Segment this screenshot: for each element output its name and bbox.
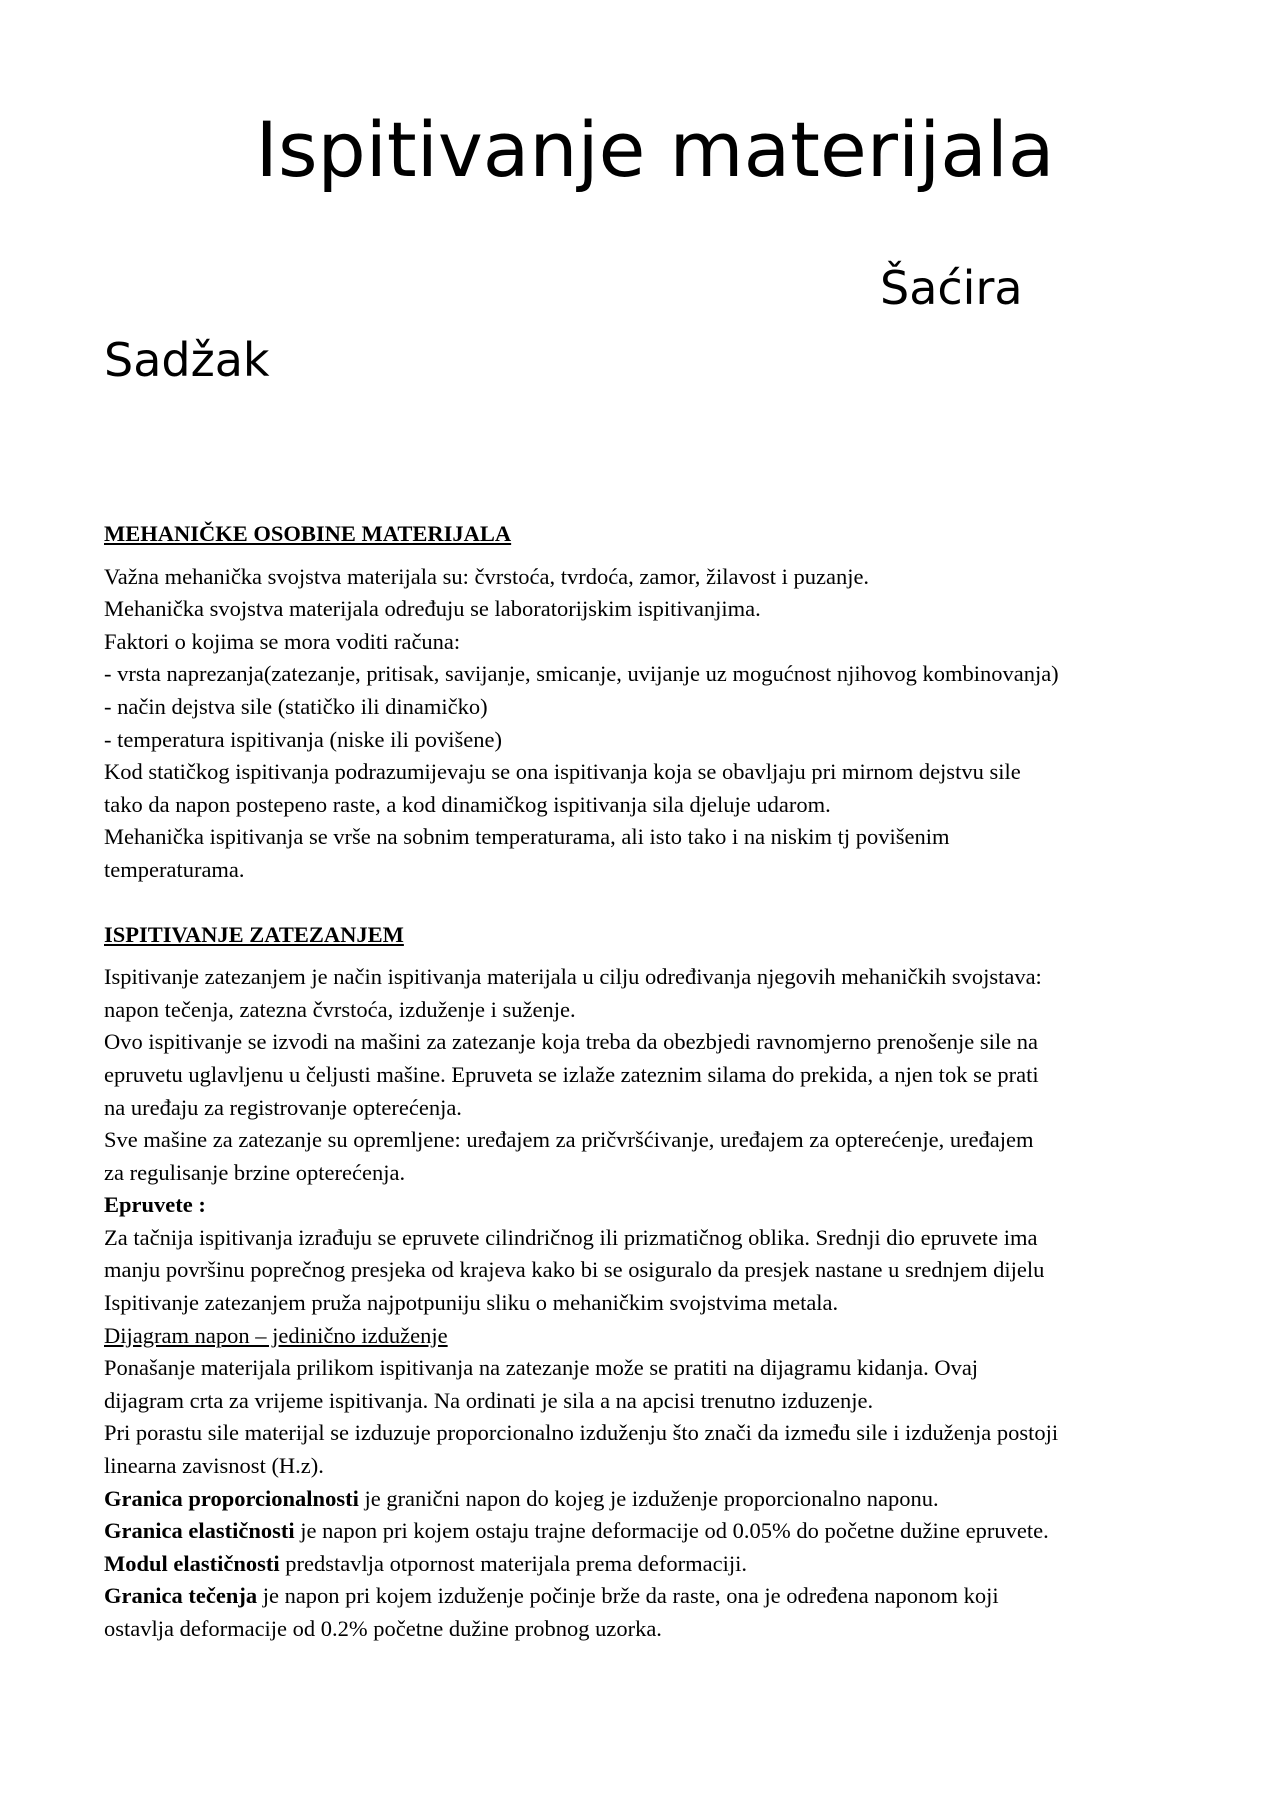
text-line: tako da napon postepeno raste, a kod dinamičkog ispitivanja sila djeluje udarom. <box>104 791 831 817</box>
text-line: Kod statičkog ispitivanja podrazumijevaju se ona ispitivanja koja se obavljaju pri mirnom dejstvu sile <box>104 759 1021 785</box>
section-mechanical-properties-text <box>104 561 1204 887</box>
text-line: epruvetu uglavljenu u čeljusti mašine. Epruveta se izlaže zateznim silama do prekida, a njen tok se prati <box>104 1061 1039 1087</box>
section-heading-mechanical-properties: MEHANIČKE OSOBINE MATERIJALA <box>104 521 512 546</box>
author-last-name: Sadžak <box>104 333 270 387</box>
diagram-subheading: Dijagram napon – jedinično izduženje <box>104 1322 448 1348</box>
text-line: Faktori o kojima se mora voditi računa: <box>104 628 461 654</box>
definition-line <box>104 1483 1204 1516</box>
definition-term: Granica elastičnosti <box>104 1518 295 1544</box>
text-line: Važna mehanička svojstva materijala su: čvrstoća, tvrdoća, zamor, žilavost i puzanje. <box>104 563 870 589</box>
text-line: dijagram crta za vrijeme ispitivanja. Na ordinati je sila a na apcisi trenutno izduzenje. <box>104 1387 874 1413</box>
definition-text: predstavlja otpornost materijala prema deformaciji. <box>279 1550 747 1576</box>
text-line: Sve mašine za zatezanje su opremljene: uređajem za pričvršćivanje, uređajem za opterećenje, uređajem <box>104 1127 1034 1153</box>
text-line: Ovo ispitivanje se izvodi na mašini za zatezanje koja treba da obezbjedi ravnomjerno prenošenje sile na <box>104 1029 1039 1055</box>
definition-term: Granica proporcionalnosti <box>104 1485 359 1511</box>
text-line: Ispitivanje zatezanjem pruža najpotpuniju sliku o mehaničkim svojstvima metala. <box>104 1290 839 1316</box>
text-line: Za tačnija ispitivanja izrađuju se epruvete cilindričnog ili prizmatičnog oblika. Srednji dio epruvete ima <box>104 1224 1038 1250</box>
document-body <box>104 518 1204 1646</box>
text-line: za regulisanje brzine opterećenja. <box>104 1159 406 1185</box>
text-line: Mehanička svojstva materijala određuju se laboratorijskim ispitivanjima. <box>104 596 761 622</box>
text-line: temperaturama. <box>104 856 245 882</box>
definition-line <box>104 1580 1204 1613</box>
text-line: linearna zavisnost (H.z). <box>104 1453 324 1479</box>
definition-text: je napon pri kojem izduženje počinje brže da raste, ona je određena naponom koji <box>257 1583 999 1609</box>
text-line: Mehanička ispitivanja se vrše na sobnim temperaturama, ali isto tako i na niskim tj povišenim <box>104 824 950 850</box>
text-line: Pri porastu sile materijal se izduzuje proporcionalno izduženju što znači da između sile i izduženja postoji <box>104 1420 1059 1446</box>
author-first-name: Šaćira <box>880 261 1023 315</box>
definition-term: Modul elastičnosti <box>104 1550 280 1576</box>
text-line: napon tečenja, zatezna čvrstoća, izduženje i suženje. <box>104 996 576 1022</box>
definition-text: je granični napon do kojeg je izduženje proporcionalno naponu. <box>358 1485 939 1511</box>
definition-line <box>104 1515 1204 1548</box>
text-line: Ispitivanje zatezanjem je način ispitivanja materijala u cilju određivanja njegovih mehaničkih svojstava: <box>104 964 1042 990</box>
text-line: - način dejstva sile (statičko ili dinamičko) <box>104 693 488 719</box>
document-title: Ispitivanje materijala <box>255 105 1055 194</box>
text-line: Ponašanje materijala prilikom ispitivanja na zatezanje može se pratiti na dijagramu kidanja. Ovaj <box>104 1355 979 1381</box>
section-heading-tensile-testing: ISPITIVANJE ZATEZANJEM <box>104 921 404 947</box>
epruvete-label: Epruvete : <box>104 1192 206 1218</box>
text-line: manju površinu poprečnog presjeka od krajeva kako bi se osiguralo da presjek nastane u srednjem dijelu <box>104 1257 1045 1283</box>
definition-term: Granica tečenja <box>104 1583 258 1609</box>
section-tensile-testing-text <box>104 961 1204 1645</box>
definition-line <box>104 1548 1204 1581</box>
text-line: - temperatura ispitivanja (niske ili povišene) <box>104 726 503 752</box>
text-line: ostavlja deformacije od 0.2% početne dužine probnog uzorka. <box>104 1616 662 1641</box>
definition-text: je napon pri kojem ostaju trajne deformacije od 0.05% do početne dužine epruvete. <box>294 1518 1049 1544</box>
text-line: - vrsta naprezanja(zatezanje, pritisak, savijanje, smicanje, uvijanje uz mogućnost njihovog kombinovanja) <box>104 661 1059 687</box>
text-line: na uređaju za registrovanje opterećenja. <box>104 1094 462 1120</box>
